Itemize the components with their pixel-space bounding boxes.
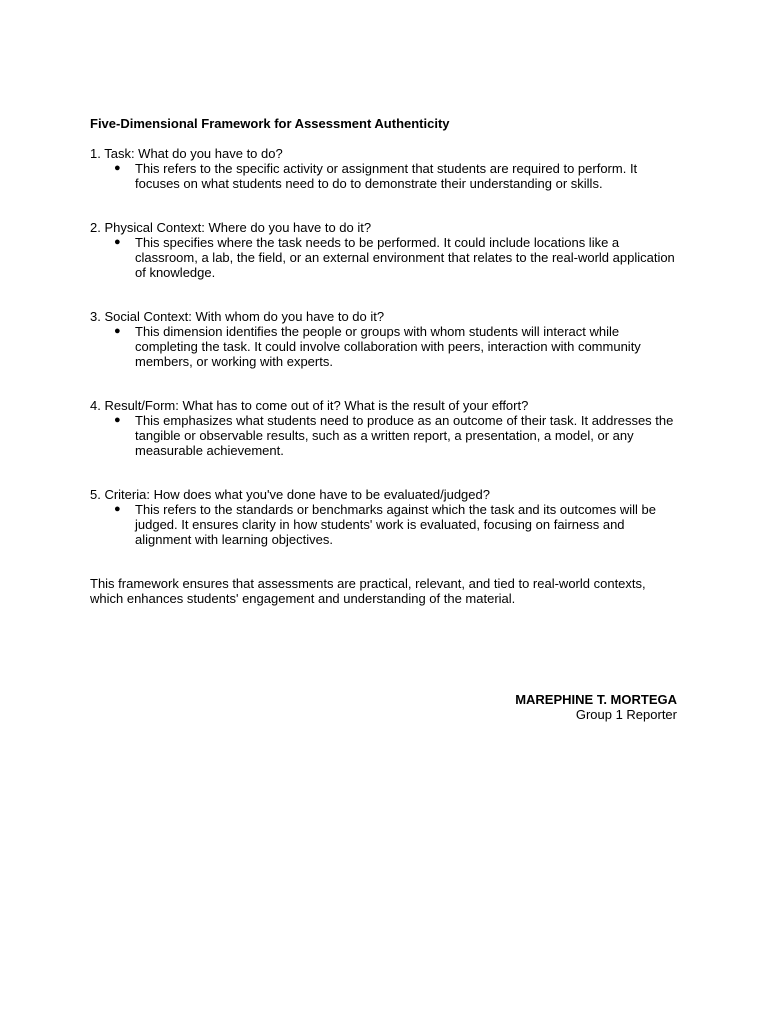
list-item — [90, 413, 682, 458]
bullet-list — [90, 502, 682, 547]
section-heading: 5. Criteria: How does what you've done have to be evaluated/judged? — [90, 487, 490, 502]
section-heading: 4. Result/Form: What has to come out of it? What is the result of your effort? — [90, 398, 529, 413]
bullet-list — [90, 324, 682, 369]
bullet-list — [90, 413, 682, 458]
list-item — [90, 324, 682, 369]
section-task — [90, 146, 682, 191]
section-criteria — [90, 487, 682, 547]
bullet-text: This specifies where the task needs to be performed. It could include locations like a classroom, a lab, the field, or an external environment that relates to the real-world application of knowledge. — [135, 235, 675, 280]
section-physical-context — [90, 220, 682, 280]
bullet-text: This dimension identifies the people or groups with whom students will interact while completing the task. It could involve collaboration with peers, interaction with community members, or working with experts. — [135, 324, 641, 369]
document-body — [90, 116, 682, 606]
bullet-text: This refers to the standards or benchmarks against which the task and its outcomes will be judged. It ensures clarity in how students' work is evaluated, focusing on fairness and alignment with learning objectives. — [135, 502, 656, 547]
section-heading: 2. Physical Context: Where do you have to do it? — [90, 220, 372, 235]
closing-paragraph: This framework ensures that assessments are practical, relevant, and tied to real-world contexts, which enhances students' engagement and understanding of the material. — [90, 576, 646, 606]
section-heading: 3. Social Context: With whom do you have to do it? — [90, 309, 385, 324]
bullet-text: This emphasizes what students need to produce as an outcome of their task. It addresses the tangible or observable results, such as a written report, a presentation, a model, or any measurable achievement. — [135, 413, 674, 458]
bullet-text: This refers to the specific activity or assignment that students are required to perform. It focuses on what students need to do to demonstrate their understanding or skills. — [135, 161, 638, 191]
signature-name: MAREPHINE T. MORTEGA — [515, 692, 677, 707]
list-item — [90, 161, 682, 191]
section-social-context — [90, 309, 682, 369]
section-heading: 1. Task: What do you have to do? — [90, 146, 283, 161]
section-result-form — [90, 398, 682, 458]
bullet-icon: ● — [114, 162, 121, 174]
bullet-icon: ● — [114, 414, 121, 426]
bullet-icon: ● — [114, 325, 121, 337]
bullet-list — [90, 235, 682, 280]
bullet-icon: ● — [114, 236, 121, 248]
bullet-icon: ● — [114, 503, 121, 515]
signature-block — [515, 692, 677, 722]
signature-role: Group 1 Reporter — [575, 707, 677, 722]
bullet-list — [90, 161, 682, 191]
document-title: Five-Dimensional Framework for Assessment Authenticity — [90, 116, 450, 131]
list-item — [90, 502, 682, 547]
list-item — [90, 235, 682, 280]
